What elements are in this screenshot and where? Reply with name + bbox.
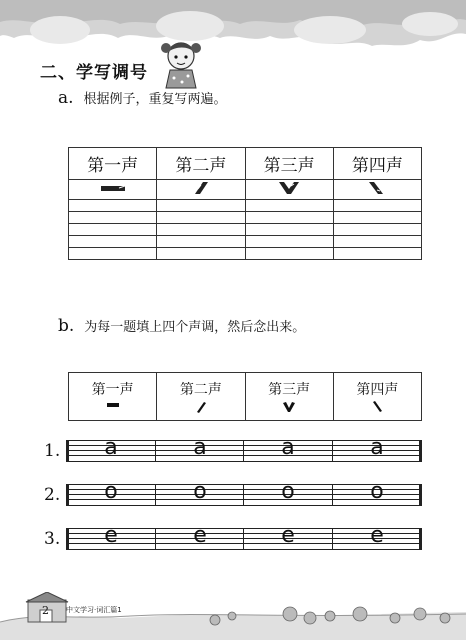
blank-cell[interactable] [333, 200, 421, 212]
instruction-b [58, 316, 305, 336]
row-number: 2. [44, 485, 61, 505]
page-number: 2 [42, 604, 49, 617]
footer-decoration [0, 592, 466, 640]
tone-3-cell [245, 373, 333, 421]
tone-1-label: 第一声 [91, 382, 134, 398]
cloud-banner [0, 0, 466, 60]
blank-cell[interactable] [245, 224, 333, 236]
tone-3-mark-icon [269, 181, 309, 195]
part-b-label: b. [58, 316, 75, 336]
blank-cell[interactable] [157, 212, 245, 224]
blank-cell[interactable] [157, 224, 245, 236]
vowel-letter[interactable]: o [370, 479, 384, 504]
header-tone-4: 第四声 [333, 148, 421, 180]
tone-2-label: 第二声 [179, 382, 222, 398]
vowel-letter[interactable]: e [104, 523, 118, 548]
instruction-a-text: 根据例子，重复写两遍。 [83, 92, 227, 107]
tone-4-stroke-guide [333, 180, 421, 200]
part-a-label: a. [58, 88, 74, 108]
blank-cell[interactable] [69, 212, 157, 224]
tone-3-stroke-guide [245, 180, 333, 200]
blank-cell[interactable] [245, 248, 333, 260]
tone-practice-table [68, 147, 422, 260]
vowel-letter[interactable]: a [370, 435, 384, 460]
header-tone-1: 第一声 [69, 148, 157, 180]
tone-1-cell [69, 373, 157, 421]
vowel-letter[interactable]: o [104, 479, 118, 504]
first-tone-mark-icon [106, 401, 120, 409]
blank-cell[interactable] [333, 236, 421, 248]
blank-cell[interactable] [69, 248, 157, 260]
third-tone-mark-icon [282, 401, 296, 413]
tone-4-mark-icon [357, 181, 397, 195]
vowel-letter[interactable]: e [281, 523, 295, 548]
vowel-letter[interactable]: o [281, 479, 295, 504]
writing-staff-row-3 [66, 523, 422, 550]
header-tone-3: 第三声 [245, 148, 333, 180]
tone-2-mark-icon [181, 181, 221, 195]
tone-1-stroke-guide [69, 180, 157, 200]
blank-cell[interactable] [69, 236, 157, 248]
vowel-letter[interactable]: a [193, 435, 207, 460]
instruction-a [58, 88, 227, 108]
instruction-b-text: 为每一题填上四个声调，然后念出来。 [84, 320, 306, 335]
blank-cell[interactable] [333, 224, 421, 236]
vowel-letter[interactable]: e [193, 523, 207, 548]
vowel-letter[interactable]: o [193, 479, 207, 504]
row-number: 1. [44, 441, 61, 461]
second-tone-mark-icon [194, 401, 208, 413]
blank-cell[interactable] [157, 248, 245, 260]
blank-cell[interactable] [245, 200, 333, 212]
header-tone-2: 第二声 [157, 148, 245, 180]
fourth-tone-mark-icon [370, 401, 384, 413]
vowel-letter[interactable]: e [370, 523, 384, 548]
blank-cell[interactable] [69, 224, 157, 236]
book-title: 中文学习·词汇篇1 [66, 606, 122, 614]
vowel-letter[interactable]: a [281, 435, 295, 460]
writing-staff-row-1 [66, 435, 422, 462]
cartoon-girl-icon [158, 36, 204, 90]
blank-cell[interactable] [245, 212, 333, 224]
blank-cell[interactable] [69, 200, 157, 212]
section-title: 二、学写调号 [40, 63, 148, 83]
blank-cell[interactable] [157, 200, 245, 212]
tone-reference-table [68, 372, 422, 421]
tone-4-label: 第四声 [356, 382, 399, 398]
blank-cell[interactable] [333, 248, 421, 260]
tone-3-label: 第三声 [268, 382, 311, 398]
tone-4-cell [333, 373, 421, 421]
vowel-letter[interactable]: a [104, 435, 118, 460]
tone-2-stroke-guide [157, 180, 245, 200]
tone-1-mark-icon [93, 181, 133, 195]
blank-cell[interactable] [157, 236, 245, 248]
writing-staff-row-2 [66, 479, 422, 506]
tone-2-cell [157, 373, 245, 421]
blank-cell[interactable] [333, 212, 421, 224]
blank-cell[interactable] [245, 236, 333, 248]
row-number: 3. [44, 529, 61, 549]
